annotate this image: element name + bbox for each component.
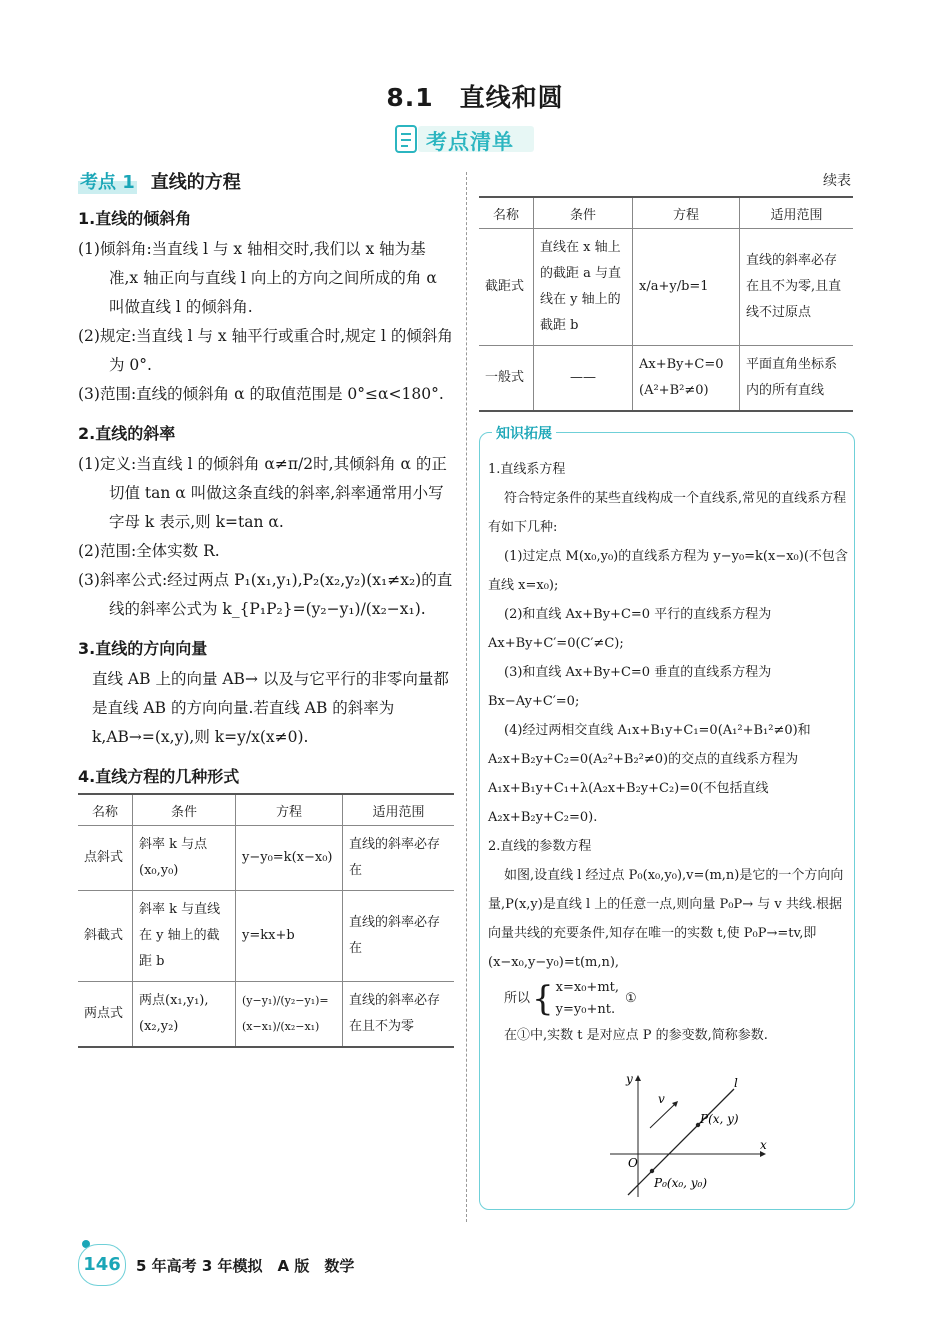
b1-item: (3)和直线 Ax+By+C=0 垂直的直线系方程为 Bx−Ay+C′=0;	[488, 665, 772, 709]
column-divider	[466, 172, 467, 1222]
cell: (y−y₁)/(y₂−y₁)=(x−x₁)/(x₂−x₁)	[236, 982, 343, 1048]
s3-title: 3.直线的方向向量	[78, 639, 208, 658]
th: 名称	[479, 197, 534, 229]
s1-p1: (1)倾斜角:当直线 l 与 x 轴相交时,我们以 x 轴为基准,x 轴正向与直线 l 向上的方向之间所成的角 α 叫做直线 l 的倾斜角.	[78, 240, 437, 316]
cell: 直线的斜率必存在且不为零	[343, 982, 455, 1048]
table-row	[479, 229, 853, 346]
param-system	[504, 977, 848, 1021]
forms-table-continued	[479, 196, 853, 412]
cell: 平面直角坐标系内的所有直线	[740, 346, 854, 412]
cell: 一般式	[479, 346, 534, 412]
banner-title: 考点清单	[426, 130, 514, 154]
b1-item: (1)过定点 M(x₀,y₀)的直线系方程为 y−y₀=k(x−x₀)(不包含直线 x=x₀);	[488, 549, 848, 593]
s1-title: 1.直线的倾斜角	[78, 209, 192, 228]
cell: ——	[534, 346, 633, 412]
cell: 斜率 k 与点(x₀,y₀)	[133, 826, 236, 891]
line-parameter-figure	[600, 1073, 770, 1203]
b2-title: 2.直线的参数方程	[488, 839, 592, 854]
system-eq1: x=x₀+mt,	[555, 980, 619, 995]
system-eq2: y=y₀+nt.	[555, 1002, 616, 1017]
th: 适用范围	[740, 197, 854, 229]
fig-line-label: l	[734, 1076, 738, 1090]
fig-y-label: y	[626, 1073, 633, 1086]
table-row	[479, 346, 853, 412]
s2-title: 2.直线的斜率	[78, 424, 176, 443]
cell: 斜截式	[78, 891, 133, 982]
table-row	[78, 826, 454, 891]
cell: 点斜式	[78, 826, 133, 891]
cell: x/a+y/b=1	[633, 229, 740, 346]
table-row	[78, 891, 454, 982]
cell: y−y₀=k(x−x₀)	[236, 826, 343, 891]
knowledge-box	[479, 426, 855, 1210]
system-lead: 所以	[504, 991, 531, 1006]
cell: 直线在 x 轴上的截距 a 与直线在 y 轴上的截距 b	[534, 229, 633, 346]
right-column	[479, 168, 853, 412]
th: 名称	[78, 794, 133, 826]
th: 条件	[534, 197, 633, 229]
page-number: 146	[78, 1244, 126, 1286]
cell: Ax+By+C=0 (A²+B²≠0)	[633, 346, 740, 412]
s1-p3: (3)范围:直线的倾斜角 α 的取值范围是 0°≤α<180°.	[78, 385, 444, 403]
continued-label: 续表	[823, 173, 851, 189]
s2-p2: (2)范围:全体实数 R.	[78, 542, 220, 560]
fig-vector-label: v	[658, 1092, 665, 1106]
b1-intro: 符合特定条件的某些直线构成一个直线系,常见的直线系方程有如下几种:	[488, 491, 847, 535]
forms-table	[78, 793, 454, 1048]
box-content	[488, 455, 848, 1050]
th: 方程	[236, 794, 343, 826]
th: 条件	[133, 794, 236, 826]
section-banner	[390, 122, 540, 156]
s4-title: 4.直线方程的几种形式	[78, 767, 240, 786]
book-title: 5 年高考 3 年模拟 A 版 数学	[136, 1257, 355, 1275]
kp-heading	[78, 168, 454, 194]
kp-label: 考点 1	[78, 168, 137, 194]
page-title: 8.1 直线和圆	[386, 83, 564, 112]
s1-p2: (2)规定:当直线 l 与 x 轴平行或重合时,规定 l 的倾斜角为 0°.	[78, 327, 453, 374]
fig-origin-label: O	[628, 1156, 638, 1170]
b2-p1: 如图,设直线 l 经过点 P₀(x₀,y₀),v=(m,n)是它的一个方向向量,P(x,y)是直线 l 上的任意一点,则向量 P₀P→ 与 v 共线.根据向量共线的充要条件,知存在唯一的实数 t,使 P₀P→=tv,即(x−x₀,y−y₀)=t(m,n),	[488, 868, 844, 970]
cell: 两点(x₁,y₁),(x₂,y₂)	[133, 982, 236, 1048]
s3-p1: 直线 AB 上的向量 AB→ 以及与它平行的非零向量都是直线 AB 的方向向量.若直线 AB 的斜率为 k,AB→=(x,y),则 k=y/x(x≠0).	[92, 670, 449, 746]
kp-title: 直线的方程	[150, 172, 241, 193]
b1-item: (2)和直线 Ax+By+C=0 平行的直线系方程为 Ax+By+C′=0(C′≠C);	[488, 607, 772, 651]
cell: 直线的斜率必存在	[343, 826, 455, 891]
b2-p2: 在①中,实数 t 是对应点 P 的参变数,简称参数.	[504, 1028, 768, 1043]
fig-x-label: x	[760, 1138, 767, 1152]
th: 方程	[633, 197, 740, 229]
cell: y=kx+b	[236, 891, 343, 982]
b1-title: 1.直线系方程	[488, 462, 566, 477]
b1-item: (4)经过两相交直线 A₁x+B₁y+C₁=0(A₁²+B₁²≠0)和 A₂x+B₂y+C₂=0(A₂²+B₂²≠0)的交点的直线系方程为 A₁x+B₁y+C₁+λ(A₂x+B₂y+C₂)=0(不包括直线 A₂x+B₂y+C₂=0).	[488, 723, 811, 825]
table-row	[78, 982, 454, 1048]
circled-one: ①	[625, 991, 637, 1006]
th: 适用范围	[343, 794, 455, 826]
fig-p0-label: P₀(x₀, y₀)	[654, 1176, 708, 1190]
brace-icon: {	[532, 979, 554, 1019]
cell: 两点式	[78, 982, 133, 1048]
cell: 直线的斜率必存在	[343, 891, 455, 982]
s2-p1: (1)定义:当直线 l 的倾斜角 α≠π/2时,其倾斜角 α 的正切值 tan α 叫做这条直线的斜率,斜率通常用小写字母 k 表示,则 k=tan α.	[78, 455, 447, 531]
box-tag: 知识拓展	[492, 423, 556, 443]
fig-p-label: P(x, y)	[700, 1112, 739, 1126]
cell: 直线的斜率必存在且不为零,且直线不过原点	[740, 229, 854, 346]
cell: 斜率 k 与直线在 y 轴上的截距 b	[133, 891, 236, 982]
left-column	[78, 168, 454, 1048]
s2-p3: (3)斜率公式:经过两点 P₁(x₁,y₁),P₂(x₂,y₂)(x₁≠x₂)的直线的斜率公式为 k_{P₁P₂}=(y₂−y₁)/(x₂−x₁).	[78, 571, 453, 618]
cell: 截距式	[479, 229, 534, 346]
